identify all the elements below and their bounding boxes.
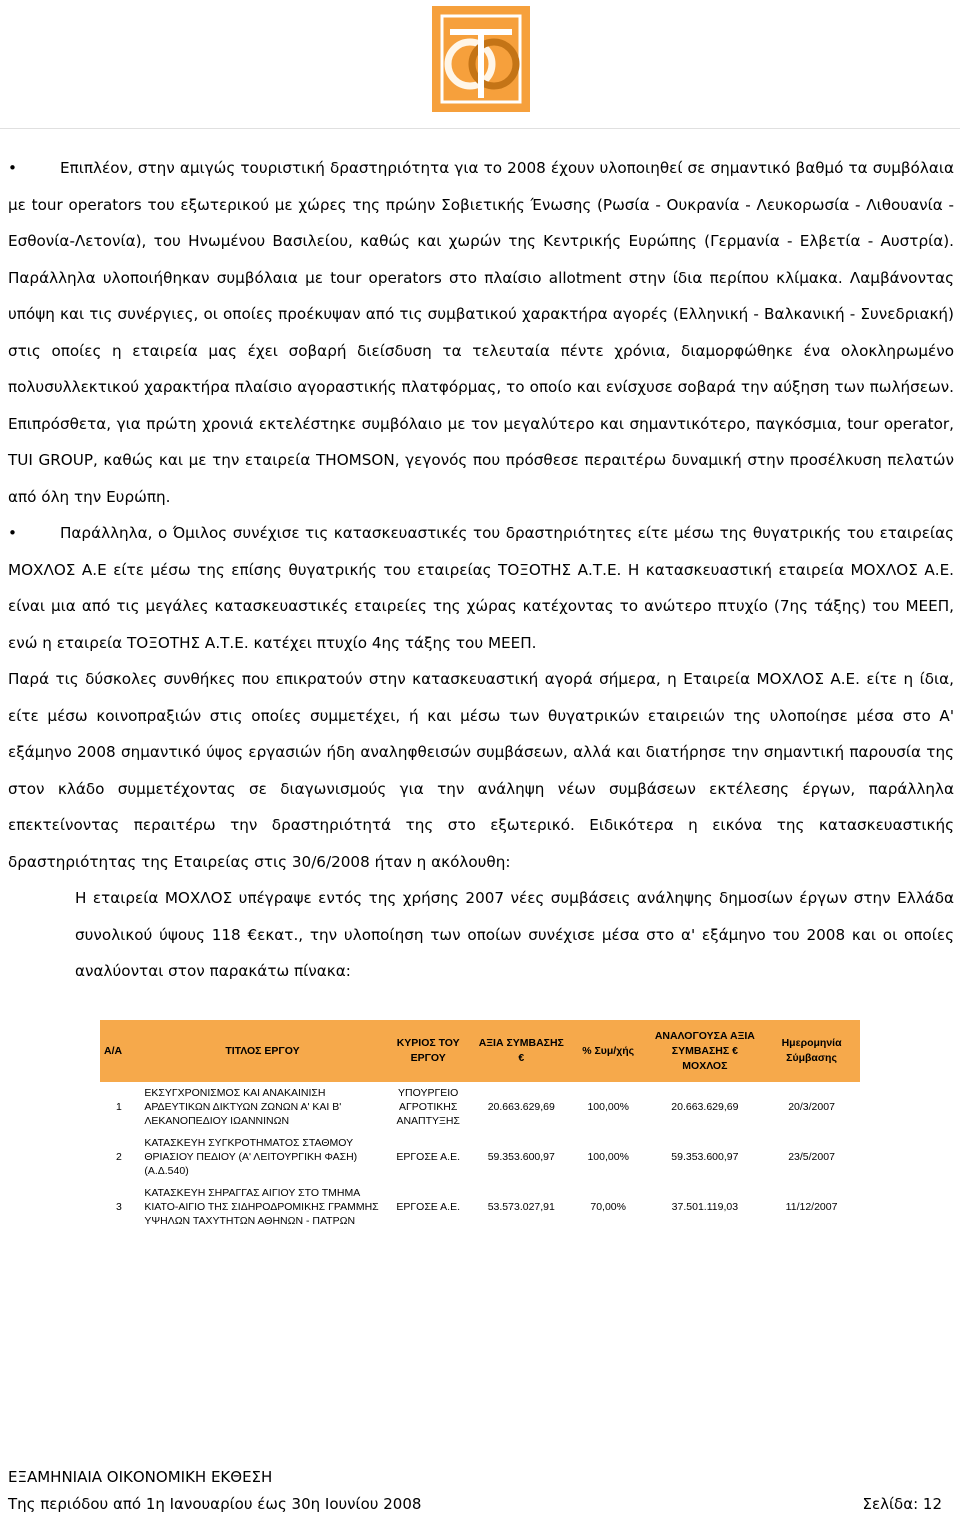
paragraph-tourism: • Επιπλέον, στην αμιγώς τουριστική δραστηριότητα για το 2008 έχουν υλοποιηθεί σε σημαντικό βαθμό τα συμβόλαια με tour operators του εξωτερικού με χώρες της πρώην Σοβιετικής Ένωσης (Ρωσία - Ουκρανία - Λευκορωσία - Λιθουανία - Εσθονία-Λετονία), του Ηνωμένου Βασιλείου, καθώς και χωρών της Κεντρικής Ευρώπης (Γερμανία - Ελβετία - Αυστρία). Παράλληλα υλοποιήθηκαν συμβόλαια με tour operators στο πλαίσιο allotment στην ίδια περίπου κλίμακα. Λαμβάνοντας υπόψη και τις συνέργιες, οι οποίες προέκυψαν από τις συμβατικού χαρακτήρα αγορές (Ελληνική - Βαλκανική - Συνεδριακή) στις οποίες η εταιρεία μας έχει σοβαρή διείσδυση τα τελευταία πέντε χρόνια, διαμορφώθηκε ένα ολοκληρωμένο πολυσυλλεκτικού χαρακτήρα πλαίσιο αγοραστικής πλατφόρμας, το οποίο και ενίσχυσε σοβαρά την αύξηση των πωλήσεων. Επιπρόσθετα, για πρώτη χρονιά εκτελέστηκε συμβόλαιο με τον μεγαλύτερο και σημαντικότερο, παγκόσμια, tour operator, TUI GROUP, καθώς και με την εταιρεία THOMSON, γεγονός που πρόσθεσε περαιτέρω δυναμική στην προσέλκυση πελατών από όλη την Ευρώπη. (8, 150, 954, 515)
table-row (100, 1182, 860, 1232)
cell-date: 20/3/2007 (788, 1101, 835, 1113)
paragraph-market-conditions: Παρά τις δύσκολες συνθήκες που επικρατούν στην κατασκευαστική αγορά σήμερα, η Εταιρεία ΜΟΧΛΟΣ Α.Ε. είτε η ίδια, είτε μέσω κοινοπραξιών στις οποίες συμμετέχει, ή και μέσω των θυγατρικών εταιρειών της υλοποίησε μέσα στο Α' εξάμηνο 2008 σημαντικό ύψος εργασιών ήδη αναληφθεισών συμβάσεων, αλλά και διατήρησε την σημαντική παρουσία της στον κλάδο συμμετέχοντας σε διαγωνισμούς για την ανάληψη νέων συμβάσεων εκτέλεσης έργων, παράλληλα επεκτείνοντας περαιτέρω την δραστηριότητά της στο εξωτερικό. Ειδικότερα η εικόνα της κατασκευαστικής δραστηριότητας της Εταιρείας στις 30/6/2008 ήταν η ακόλουθη: (8, 670, 954, 871)
cell-share: 100,00% (587, 1151, 629, 1163)
header-value: ΑΞΙΑ ΣΥΜΒΑΣΗΣ € (473, 1020, 570, 1082)
contracts-table (100, 1020, 860, 1232)
header-owner: ΚΥΡΙΟΣ ΤΟΥ ΕΡΓΟΥ (384, 1020, 473, 1082)
cell-value: 20.663.629,69 (487, 1101, 555, 1113)
cell-value: 53.573.027,91 (487, 1201, 555, 1213)
cell-share: 70,00% (590, 1201, 626, 1213)
bullet-icon: • (8, 159, 17, 177)
cell-owner: ΕΡΓΟΣΕ Α.Ε. (396, 1201, 460, 1213)
paragraph-construction: • Παράλληλα, ο Όμιλος συνέχισε τις κατασκευαστικές του δραστηριότητες είτε μέσω της θυγατρικής του εταιρείας ΜΟΧΛΟΣ Α.Ε είτε μέσω της επίσης θυγατρικής του εταιρείας ΤΟΞΟΤΗΣ Α.Τ.Ε. Η κατασκευαστική εταιρεία ΜΟΧΛΟΣ Α.Ε. είναι μια από τις μεγάλες κατασκευαστικές εταιρείες της χώρας κατέχοντας το ανώτερο πτυχίο (7ης τάξης) του ΜΕΕΠ, ενώ η εταιρεία ΤΟΞΟΤΗΣ Α.Τ.Ε. κατέχει πτυχίο 4ης τάξης του ΜΕΕΠ. (8, 515, 954, 661)
cell-date: 23/5/2007 (788, 1151, 835, 1163)
cell-proportional: 59.353.600,97 (671, 1151, 739, 1163)
report-body (8, 150, 954, 990)
bullet-icon: • (8, 524, 17, 542)
footer-page-number: Σελίδα: 12 (862, 1495, 942, 1513)
cell-title: ΚΑΤΑΣΚΕΥΗ ΣΥΓΚΡΟΤΗΜΑΤΟΣ ΣΤΑΘΜΟΥ ΘΡΙΑΣΙΟΥ ΠΕΔΙΟΥ (Α' ΛΕΙΤΟΥΡΓΙΚΗ ΦΑΣΗ) (Α.Δ.540) (144, 1137, 358, 1177)
table-row (100, 1132, 860, 1182)
cell-proportional: 20.663.629,69 (671, 1101, 739, 1113)
table-header-row (100, 1020, 860, 1082)
cell-aa: 2 (116, 1151, 122, 1163)
table-row (100, 1082, 860, 1132)
cell-value: 59.353.600,97 (487, 1151, 555, 1163)
header-aa: Α/Α (100, 1020, 141, 1082)
cell-title: ΕΚΣΥΓΧΡΟΝΙΣΜΟΣ ΚΑΙ ΑΝΑΚΑΙΝΙΣΗ ΑΡΔΕΥΤΙΚΩΝ ΔΙΚΤΥΩΝ ΖΩΝΩΝ Α' ΚΑΙ Β' ΛΕΚΑΝΟΠΕΔΙΟΥ ΙΩΑΝΝΙΝΩΝ (144, 1087, 342, 1127)
header-date: Ημερομηνία Σύμβασης (763, 1020, 860, 1082)
cell-title: ΚΑΤΑΣΚΕΥΗ ΣΗΡΑΓΓΑΣ ΑΙΓΙΟΥ ΣΤΟ ΤΜΗΜΑ ΚΙΑΤΟ-ΑΙΓΙΟ ΤΗΣ ΣΙΔΗΡΟΔΡΟΜΙΚΗΣ ΓΡΑΜΜΗΣ ΥΨΗΛΩΝ ΤΑΧΥΤΗΤΩΝ ΑΘΗΝΩΝ - ΠΑΤΡΩΝ (144, 1187, 379, 1227)
paragraph-new-contracts: Η εταιρεία ΜΟΧΛΟΣ υπέγραψε εντός της χρήσης 2007 νέες συμβάσεις ανάληψης δημοσίων έργων στην Ελλάδα συνολικού ύψους 118 €εκατ., την υλοποίηση των οποίων συνέχισε μέσα στο α' εξάμηνο του 2008 και οι οποίες αναλύονται στον παρακάτω πίνακα: (75, 889, 954, 980)
footer-report-title: ΕΞΑΜΗΝΙΑΙΑ ΟΙΚΟΝΟΜΙΚΗ ΕΚΘΕΣΗ (8, 1468, 273, 1486)
cell-owner: ΕΡΓΟΣΕ Α.Ε. (396, 1151, 460, 1163)
cell-owner: ΥΠΟΥΡΓΕΙΟ ΑΓΡΟΤΙΚΗΣ ΑΝΑΠΤΥΞΗΣ (396, 1087, 460, 1127)
cell-share: 100,00% (587, 1101, 629, 1113)
cell-aa: 1 (116, 1101, 122, 1113)
header-proportional: ΑΝΑΛΟΓΟΥΣΑ ΑΞΙΑ ΣΥΜΒΑΣΗΣ € ΜΟΧΛΟΣ (647, 1020, 764, 1082)
cell-aa: 3 (116, 1201, 122, 1213)
header-title: ΤΙΤΛΟΣ ΕΡΓΟΥ (141, 1020, 383, 1082)
footer-period: Της περιόδου από 1η Ιανουαρίου έως 30η Ιουνίου 2008 (8, 1495, 422, 1513)
cell-proportional: 37.501.119,03 (671, 1201, 739, 1213)
company-logo (432, 6, 530, 112)
header-share: % Συμ/χής (570, 1020, 647, 1082)
header-divider (0, 128, 960, 129)
cell-date: 11/12/2007 (785, 1201, 838, 1213)
